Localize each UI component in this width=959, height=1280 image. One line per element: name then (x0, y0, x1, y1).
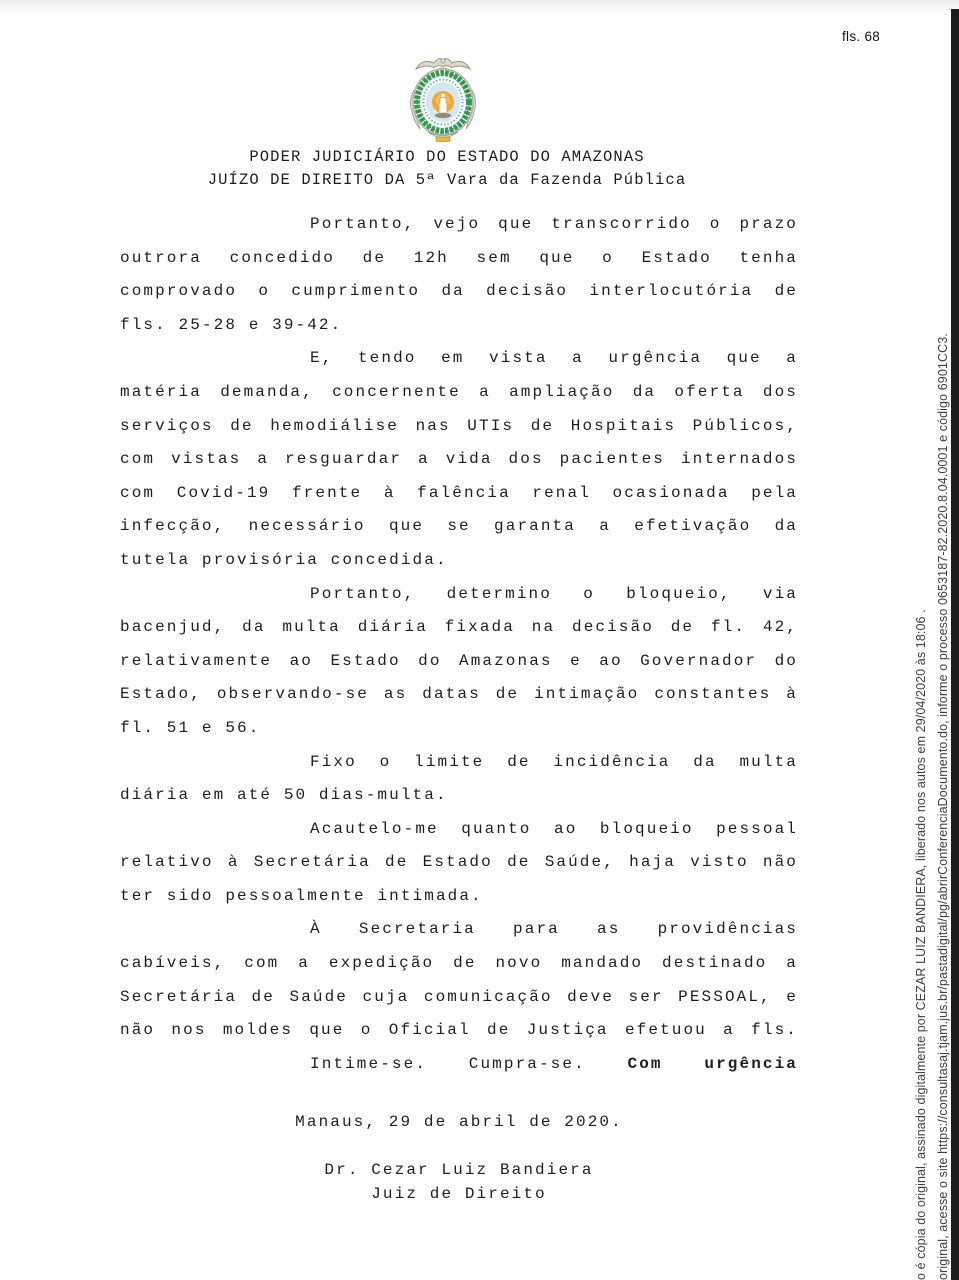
court-header (108, 146, 786, 191)
body-line: fls. 25-28 e 39-42. (120, 315, 343, 334)
court-name-line2: JUÍZO DE DIREITO DA 5ª Vara da Fazenda Pública (207, 170, 687, 189)
coat-of-arms-icon (404, 52, 482, 144)
body-line: serviços de hemodiálise nas UTIs de Hospitais Públicos, (120, 416, 798, 435)
body-line: Intime-se. Cumpra-se. Com urgência (310, 1054, 798, 1073)
folio-number: fls. 68 (842, 29, 881, 44)
body-line: Secretária de Saúde cuja comunicação deve ser PESSOAL, e (120, 987, 798, 1006)
body-line: E, tendo em vista a urgência que a (310, 349, 798, 368)
body-line: Acautelo-me quanto ao bloqueio pessoal (310, 819, 798, 838)
body-line: outrora concedido de 12h sem que o Estado tenha (120, 248, 798, 267)
signer-title: Juiz de Direito (371, 1184, 547, 1203)
body-line: À Secretaria para as providências (310, 920, 798, 939)
body-line: diária em até 50 dias-multa. (120, 786, 448, 805)
body-line: tutela provisória concedida. (120, 550, 448, 569)
emphasis-text: Com urgência (627, 1054, 798, 1073)
signer-name: Dr. Cezar Luiz Bandiera (324, 1161, 594, 1179)
date-line: Manaus, 29 de abril de 2020. (295, 1113, 623, 1131)
verification-url-stamp-line: original, acesse o site https://consultasaj.tjam.jus.br/pastadigital/pg/abrirConferenciaDocumento.do, informe o processo 0653187-82.2020.8.04.0001 e código 6901CC3. (936, 333, 950, 1280)
body-line: relativamente ao Estado do Amazonas e ao Governador do (120, 651, 798, 670)
court-name-line1: PODER JUDICIÁRIO DO ESTADO DO AMAZONAS (249, 148, 645, 166)
body-line: matéria demanda, concernente a ampliação da oferta dos (120, 382, 798, 401)
body-line: fl. 51 e 56. (120, 718, 261, 737)
page-top-shadow (0, 0, 959, 16)
body-line: cabíveis, com a expedição de novo mandado destinado a (120, 954, 798, 973)
scan-edge-bar (951, 9, 959, 1280)
body-line: bacenjud, da multa diária fixada na decisão de fl. 42, (120, 618, 798, 637)
body-line: Portanto, determino o bloqueio, via (310, 584, 798, 603)
digital-signature-stamp-line: o é cópia do original, assinado digitalmente por CEZAR LUIZ BANDIERA, liberado nos autos em 29/04/2020 às 18:06 . (914, 609, 928, 1280)
closing-block (120, 1112, 798, 1206)
body-line: com vistas a resguardar a vida dos pacientes internados (120, 450, 798, 469)
body-line: Portanto, vejo que transcorrido o prazo (310, 215, 798, 233)
body-line: não nos moldes que o Oficial de Justiça efetuou a fls. (120, 1021, 798, 1040)
document-body (120, 208, 798, 1081)
body-line: com Covid-19 frente à falência renal ocasionada pela (120, 483, 798, 502)
body-line: ter sido pessoalmente intimada. (120, 886, 483, 905)
body-line: comprovado o cumprimento da decisão interlocutória de (120, 282, 798, 301)
body-line: relativo à Secretária de Estado de Saúde, haja visto não (120, 853, 798, 872)
body-line: Fixo o limite de incidência da multa (310, 752, 798, 771)
body-line: Estado, observando-se as datas de intimação constantes à (120, 685, 798, 704)
body-line: infecção, necessário que se garanta a efetivação da (120, 517, 798, 536)
